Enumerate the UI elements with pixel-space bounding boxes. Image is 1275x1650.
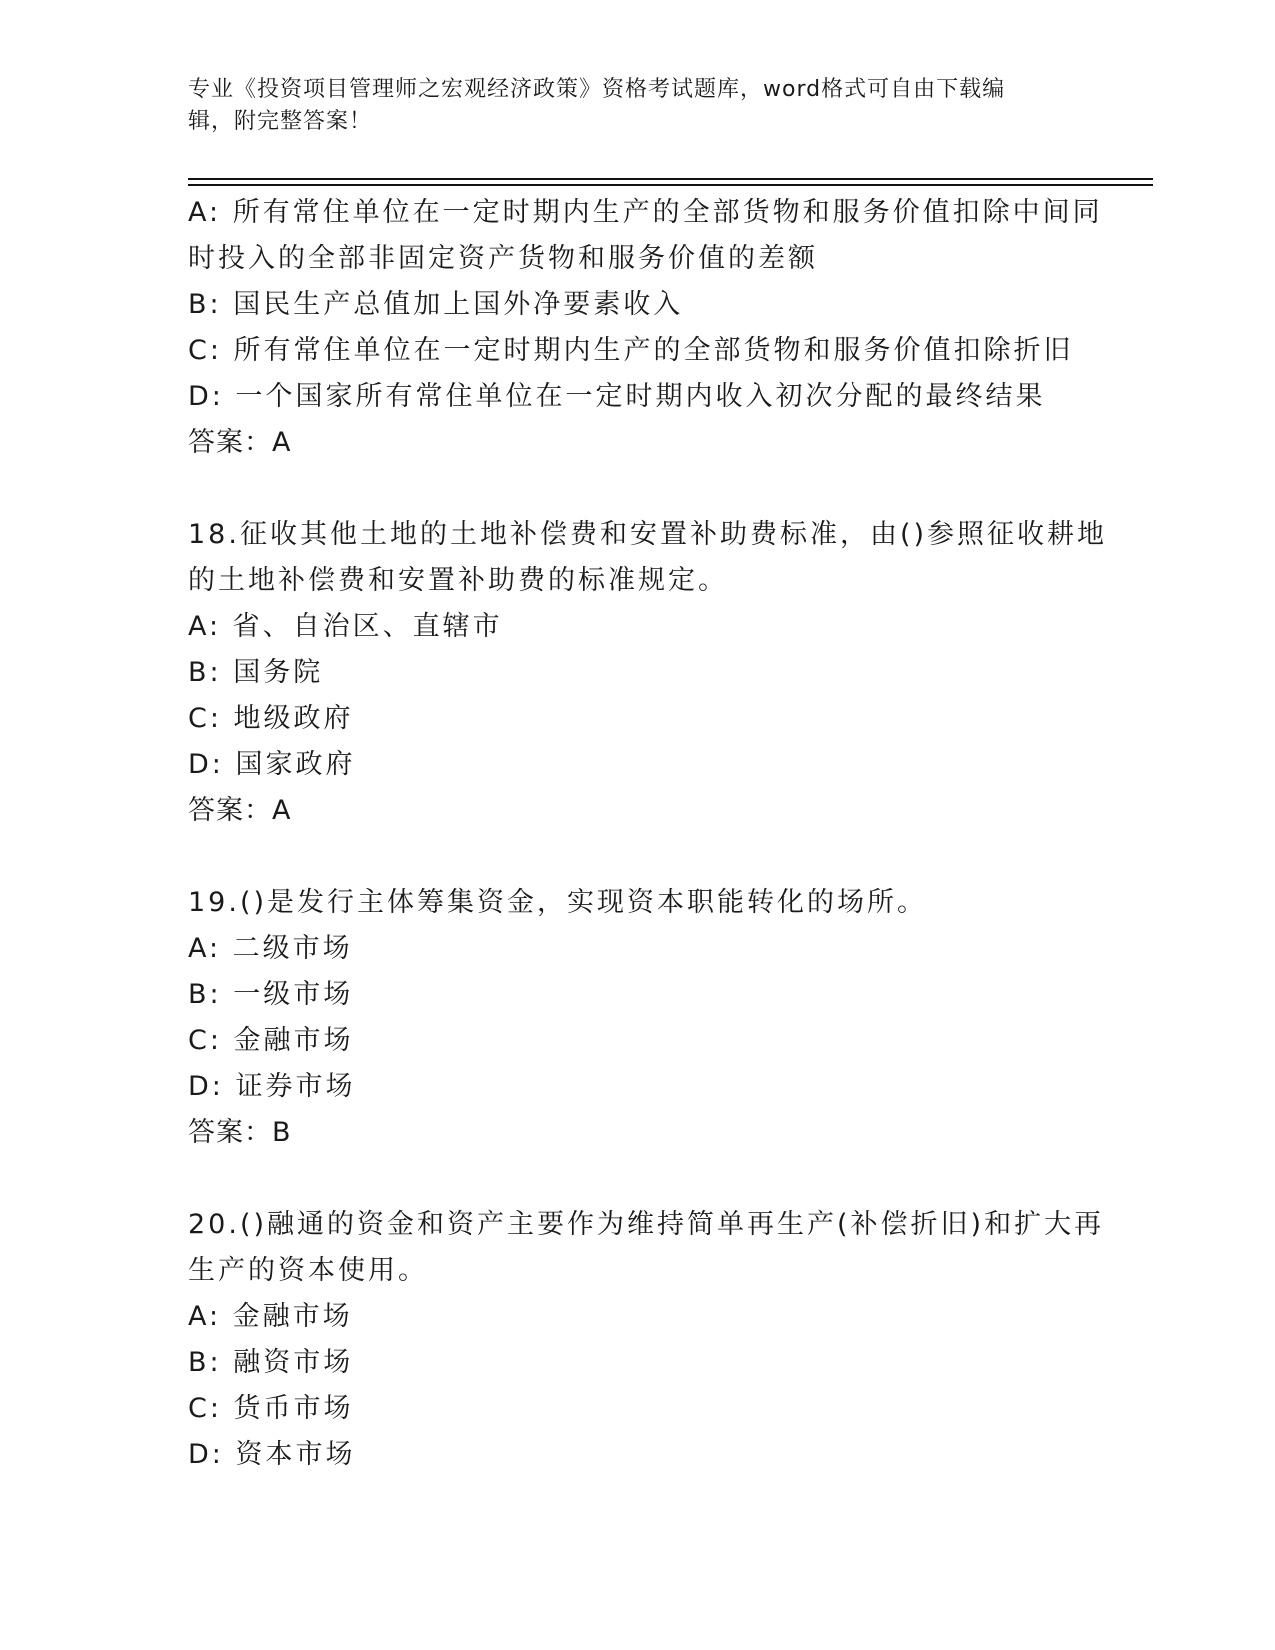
header-divider-bottom [188, 184, 1153, 186]
header-divider-top [188, 178, 1153, 180]
option-c: C: 地级政府 [188, 703, 354, 734]
answer: 答案：A [188, 795, 292, 826]
option-b: B: 融资市场 [188, 1347, 354, 1378]
option-b: B: 国民生产总值加上国外净要素收入 [188, 289, 684, 320]
header-line-1: 专业《投资项目管理师之宏观经济政策》资格考试题库，word格式可自由下载编 [188, 77, 1006, 102]
question-20 [188, 1202, 1105, 1478]
answer: 答案：A [188, 427, 292, 458]
option-b: B: 一级市场 [188, 979, 354, 1010]
question-18 [188, 512, 1108, 834]
option-a: A: 金融市场 [188, 1301, 353, 1332]
option-c: C: 所有常住单位在一定时期内生产的全部货物和服务价值扣除折旧 [188, 335, 1074, 366]
option-a-continued: 时投入的全部非固定资产货物和服务价值的差额 [188, 243, 818, 274]
option-b: B: 国务院 [188, 657, 324, 688]
option-a: A: 省、自治区、直辖市 [188, 611, 503, 642]
option-d: D: 资本市场 [188, 1439, 356, 1470]
question-stem: 18.征收其他土地的土地补偿费和安置补助费标准，由()参照征收耕地 [188, 519, 1108, 550]
question-stem: 20.()融通的资金和资产主要作为维持简单再生产(补偿折旧)和扩大再 [188, 1209, 1105, 1240]
question-19 [188, 880, 1088, 1156]
page-header [188, 74, 1068, 138]
question-stem: 19.()是发行主体筹集资金，实现资本职能转化的场所。 [188, 887, 928, 918]
option-c: C: 货币市场 [188, 1393, 354, 1424]
header-line-2: 辑，附完整答案！ [188, 109, 373, 134]
question-stem-continued: 生产的资本使用。 [188, 1255, 428, 1286]
document-body [188, 190, 1108, 1478]
question-17-tail [188, 190, 1103, 466]
option-a: A: 所有常住单位在一定时期内生产的全部货物和服务价值扣除中间同 [188, 197, 1103, 228]
question-stem-continued: 的土地补偿费和安置补助费的标准规定。 [188, 565, 728, 596]
option-d: D: 国家政府 [188, 749, 356, 780]
option-d: D: 证券市场 [188, 1071, 356, 1102]
option-a: A: 二级市场 [188, 933, 353, 964]
answer: 答案：B [188, 1117, 292, 1148]
option-d: D: 一个国家所有常住单位在一定时期内收入初次分配的最终结果 [188, 381, 1046, 412]
option-c: C: 金融市场 [188, 1025, 354, 1056]
